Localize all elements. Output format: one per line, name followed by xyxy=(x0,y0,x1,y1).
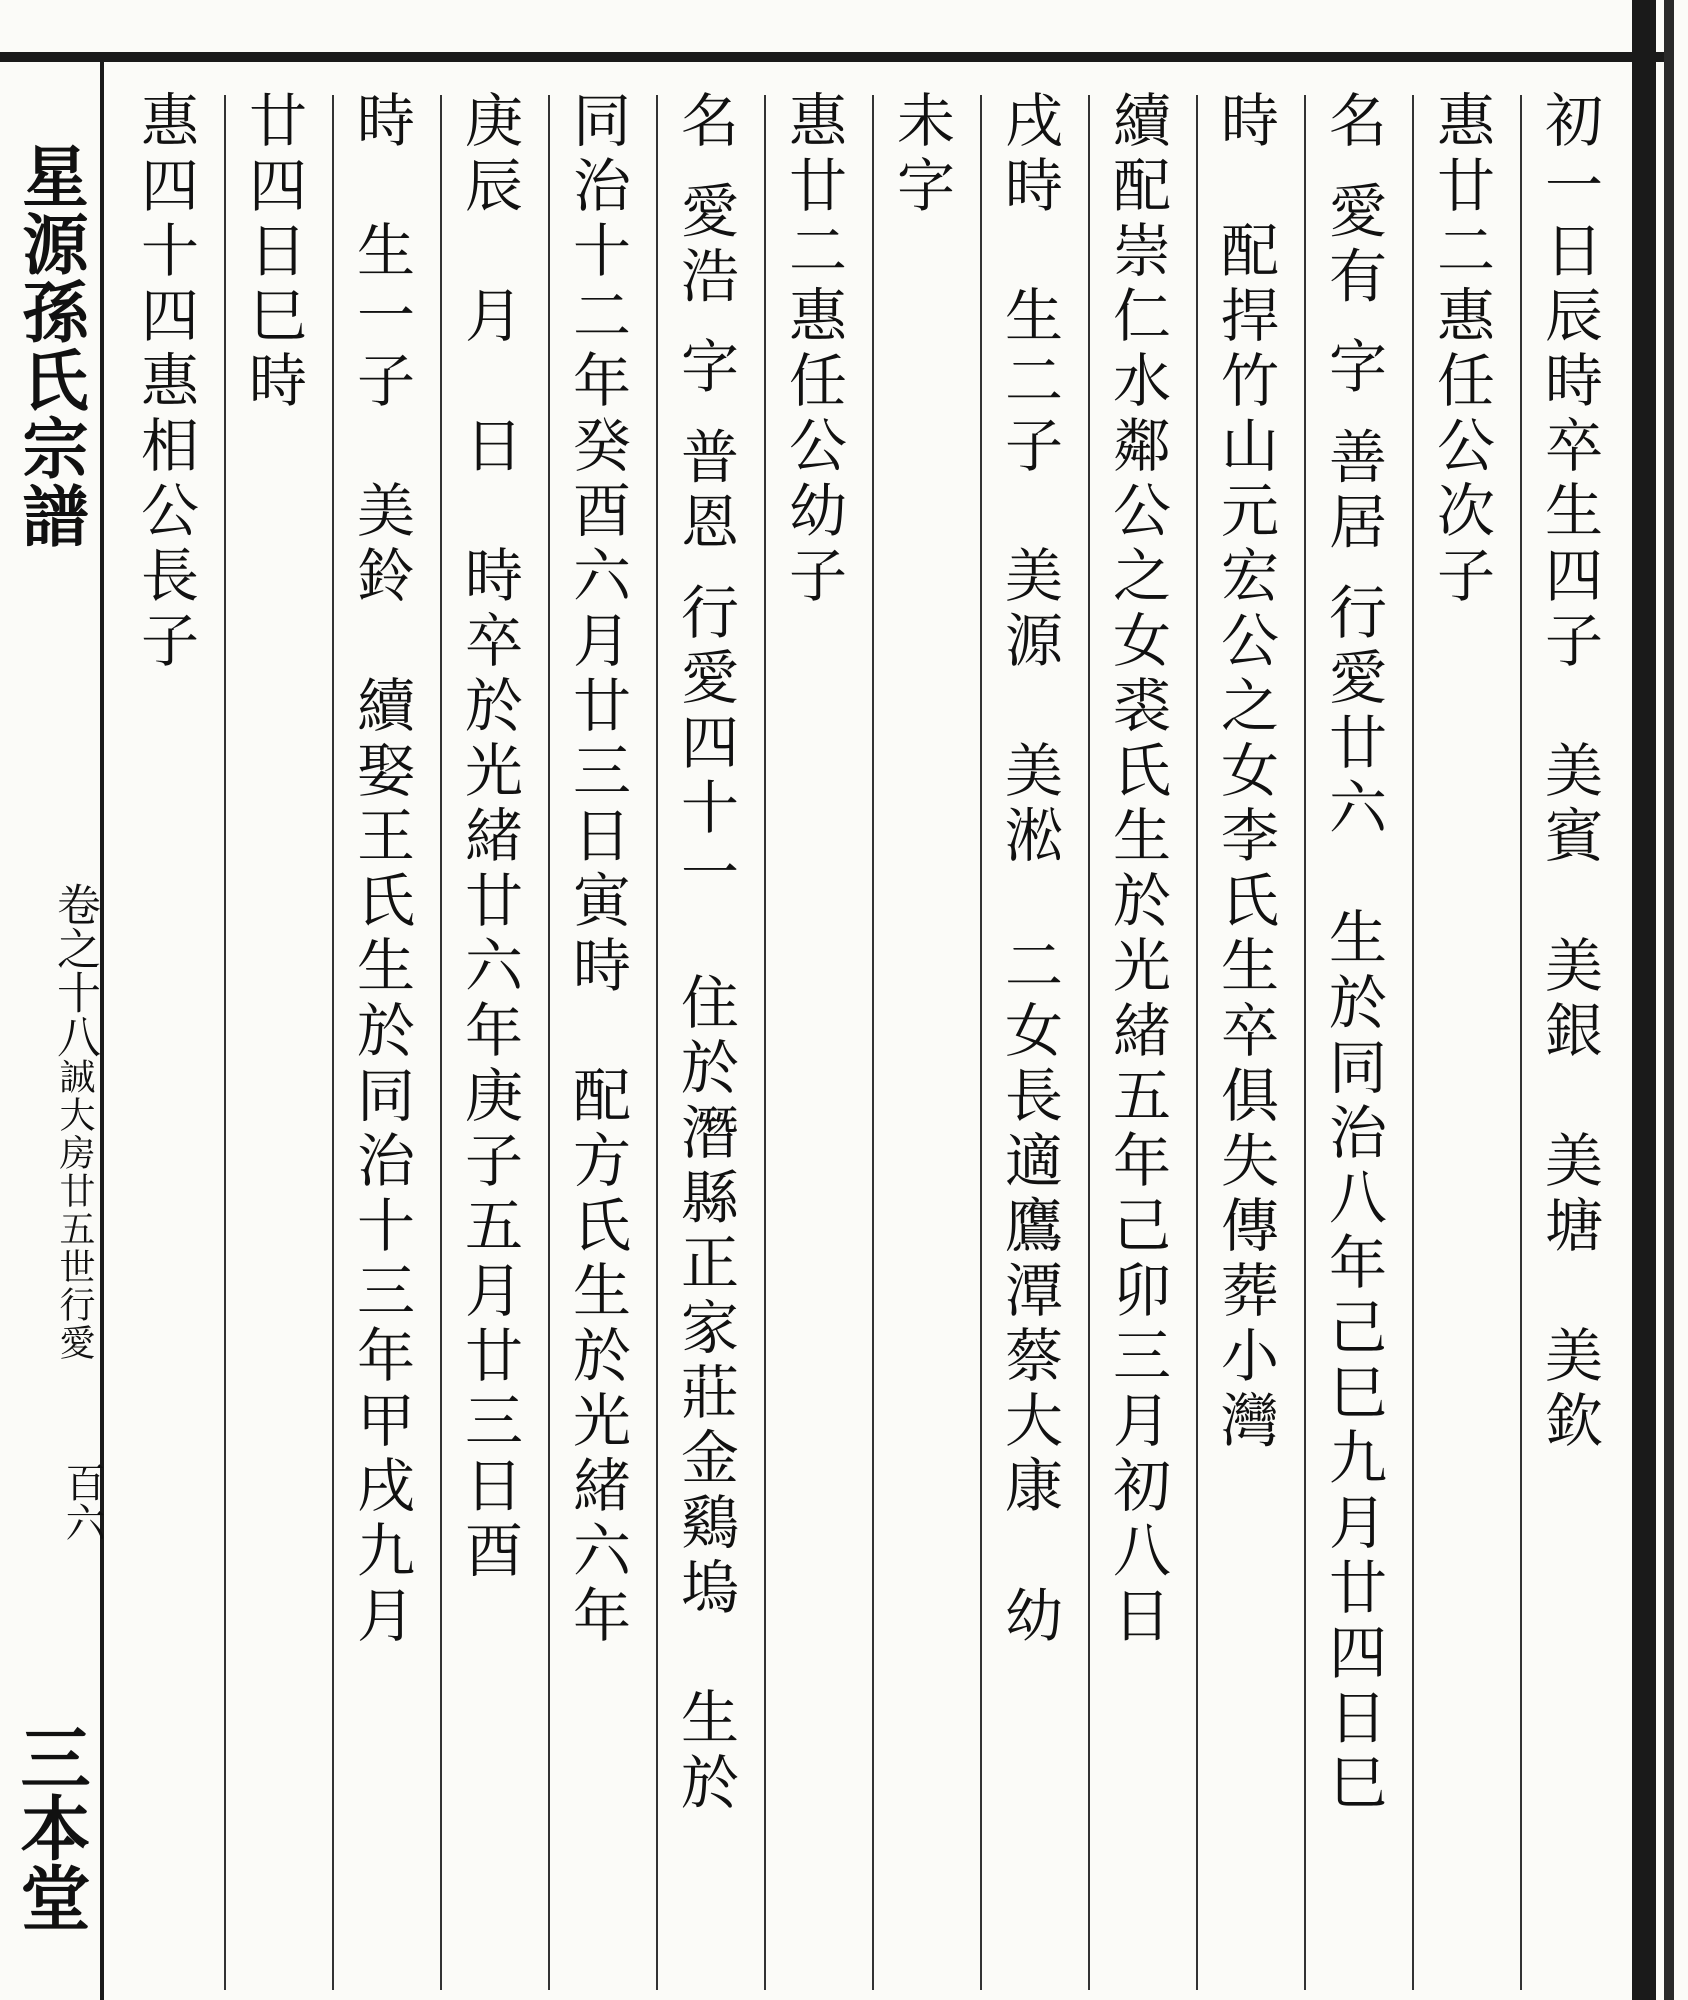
column-rule xyxy=(1196,95,1198,1990)
text-column: 未字 xyxy=(887,90,955,220)
column-rule xyxy=(764,95,766,1990)
page-margin-strip xyxy=(0,62,104,2000)
column-rule xyxy=(224,95,226,1990)
book-title: 星源孫氏宗譜 xyxy=(11,142,89,550)
column-rule xyxy=(1412,95,1414,1990)
text-column: 時 配捍竹山元宏公之女李氏生卒俱失傳葬小灣 xyxy=(1211,90,1279,1455)
column-rule xyxy=(980,95,982,1990)
text-column: 惠廿二惠任公次子 xyxy=(1427,90,1495,610)
hall-name: 三本堂 xyxy=(9,1722,92,1932)
right-edge-shadow-outer xyxy=(1664,0,1674,2000)
text-column: 惠廿二惠任公幼子 xyxy=(779,90,847,610)
volume-label: 卷之十八 xyxy=(49,882,100,1058)
column-rule xyxy=(332,95,334,1990)
text-column: 同治十二年癸酉六月廿三日寅時 配方氏生於光緒六年 xyxy=(563,90,631,1650)
column-rule xyxy=(872,95,874,1990)
top-border xyxy=(0,52,1668,62)
column-rule xyxy=(1520,95,1522,1990)
text-column: 續配崇仁水鄰公之女裘氏生於光緒五年己卯三月初八日 xyxy=(1103,90,1171,1650)
branch-label: 誠大房廿五世行愛 xyxy=(54,1058,95,1362)
column-rule xyxy=(1088,95,1090,1990)
column-rule xyxy=(1304,95,1306,1990)
text-column: 名 愛有 字 善居 行愛廿六 生於同治八年己巳九月廿四日巳 xyxy=(1319,90,1387,1817)
text-column: 名 愛浩 字 普恩 行愛四十一 住於潛縣正家莊金鷄塢 生於 xyxy=(671,90,739,1817)
page-number: 百六 xyxy=(59,1462,105,1542)
text-column: 時 生一子 美鈴 續娶王氏生於同治十三年甲戌九月 xyxy=(347,90,415,1650)
column-rule xyxy=(548,95,550,1990)
right-edge-shadow xyxy=(1632,0,1656,2000)
column-rule xyxy=(440,95,442,1990)
text-column: 初一日辰時卒生四子 美賓 美銀 美塘 美欽 xyxy=(1535,90,1603,1455)
text-column: 廿四日巳時 xyxy=(239,90,307,415)
text-column: 惠四十四惠相公長子 xyxy=(131,90,199,675)
text-column: 庚辰 月 日 時卒於光緒廿六年庚子五月廿三日酉 xyxy=(455,90,523,1585)
text-column: 戌時 生二子 美源 美淞 二女長適鷹潭蔡大康 幼 xyxy=(995,90,1063,1650)
volume-and-branch xyxy=(50,882,98,1362)
column-rule xyxy=(656,95,658,1990)
